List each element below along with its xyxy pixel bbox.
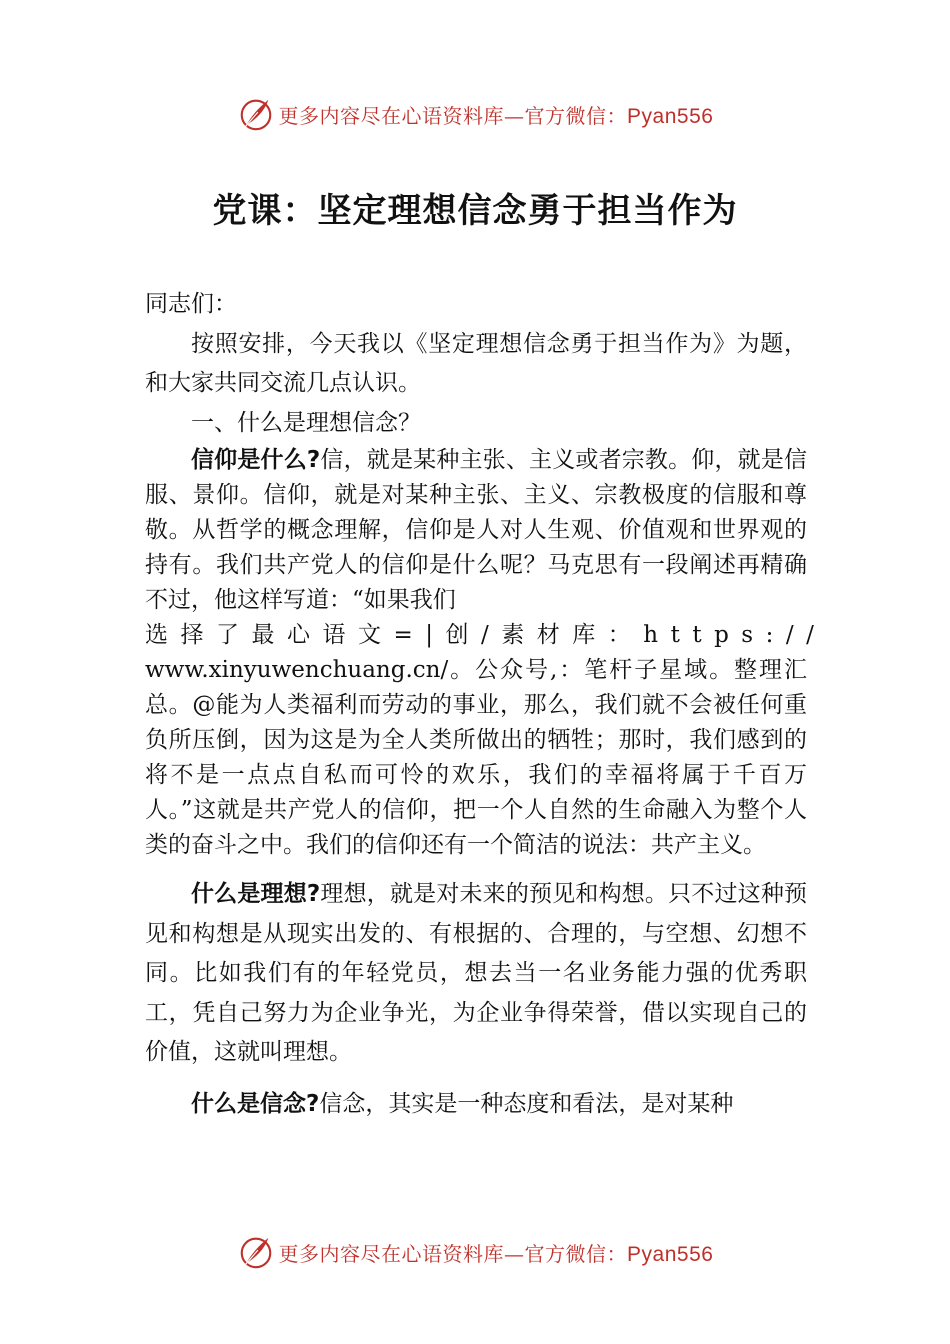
header-watermark [0,92,950,136]
section-heading: 一、什么是理想信念？ [191,409,421,436]
footer-brand-text: 更多内容尽在心语资料库—官方微信：Pyan556 [278,1241,714,1266]
ideal-paragraph: 什么是理想?理想，就是对未来的预见和构想。只不过这种预见和构想是从现实出发的、有根据的、合理的，与空想、幻想不同。比如我们有的年轻党员，想去当一名业务能力强的优秀职工，凭自己努力为企业争光，为企业争得荣誉，借以实现自己的价值，这就叫理想。 [145,881,808,1065]
spaced-line: 选择了最心语文=|创/素材库：https:// [145,622,827,648]
document-title: 党课：坚定理想信念勇于担当作为 [212,191,738,231]
footer-watermark [0,1230,950,1274]
intro-paragraph: 按照安排，今天我以《坚定理想信念勇于担当作为》为题，和大家共同交流几点认识。 [145,330,807,396]
belief-paragraph: 信仰是什么?信，就是某种主张、主义或者宗教。仰，就是信服、景仰。信仰，就是对某种主张、主义、宗教极度的信服和尊敬。从哲学的概念理解，信仰是人对人生观、价值观和世界观的持有。我们共产党人的信仰是什么呢？马克思有一段阐述再精确不过，他这样写道：“如果我们 选择了最心语文=|创/素材库：https:// www.xinyuwenchuang.cn/。公众号,：笔杆子星域。整理汇总。@能为人类福利而劳动的事业，那么，我们就不会被任何重负所压倒，因为这是为全人类所做出的牺牲；那时，我们感到的将不是一点点自私而可怜的欢乐，我们的幸福将属于千百万人。”这就是共产党人的信仰，把一个人自然的生命融入为整个人类的奋斗之中。我们的信仰还有一个简洁的说法：共产主义。 [145,447,827,858]
ideal-keyword: 什么是理想? [191,881,321,907]
conviction-keyword: 什么是信念? [191,1090,320,1117]
belief-keyword: 信仰是什么? [191,447,321,473]
conviction-paragraph: 什么是信念?信念，其实是一种态度和看法，是对某种 [191,1090,734,1117]
footer-wechat-id: Pyan556 [627,1242,714,1266]
quill-logo-icon [237,95,275,133]
quill-logo-icon [237,1233,275,1271]
salutation: 同志们： [145,291,237,317]
header-wechat-id: Pyan556 [627,104,714,128]
header-brand-text: 更多内容尽在心语资料库—官方微信：Pyan556 [278,103,714,128]
document-body [145,285,827,1124]
